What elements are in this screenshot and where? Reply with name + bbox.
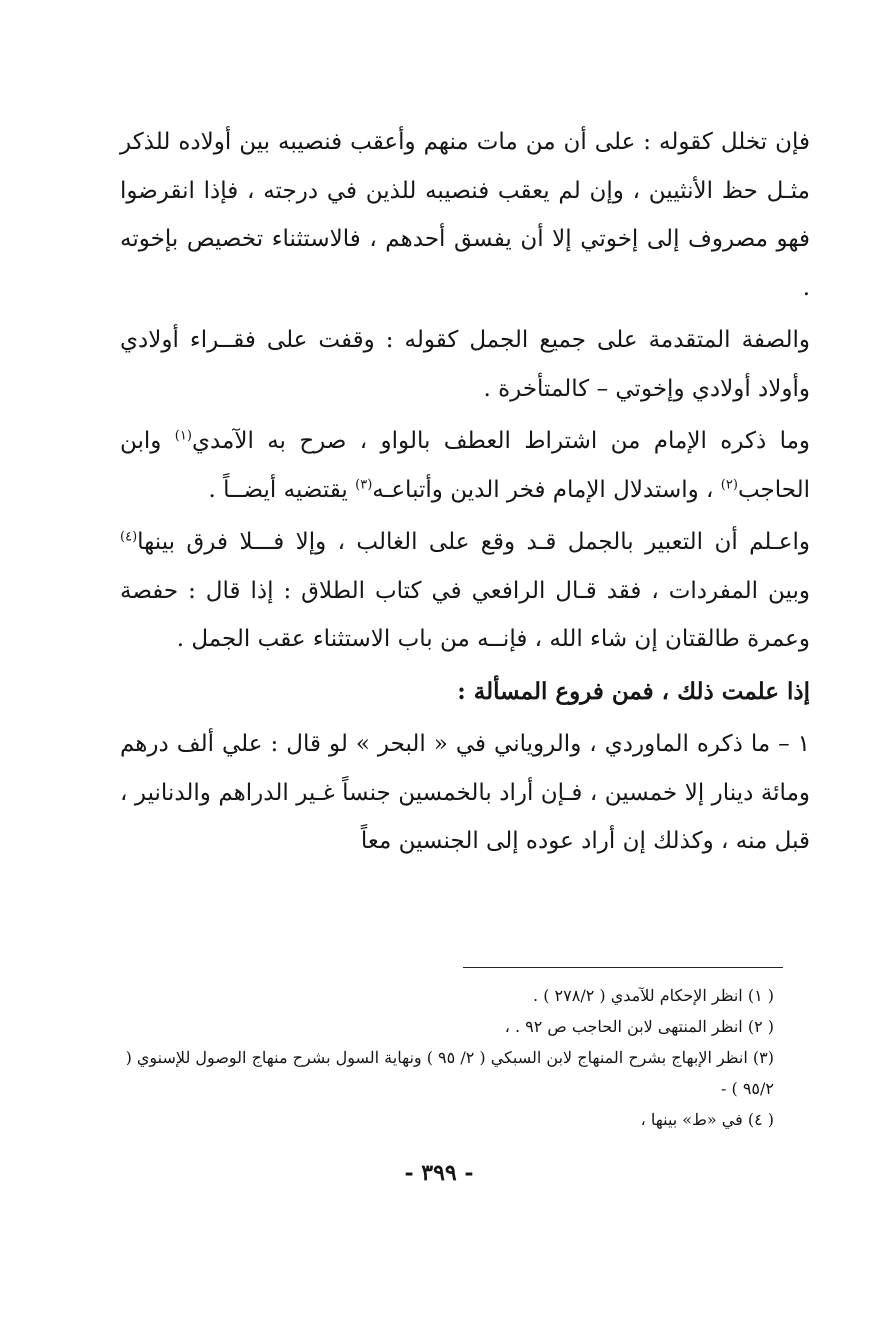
footnote-ref-1: (١)	[174, 428, 192, 444]
footnote-ref-4: (٤)	[120, 529, 138, 545]
paragraph-4-text-a: واعـلم أن التعبير بالجمل قـد وقع على الغالب ، وإلا فـــلا فرق بينها	[137, 529, 810, 555]
footnote-ref-2: (٢)	[720, 476, 738, 492]
paragraph-2: والصفة المتقدمة على جميع الجمل كقوله : وقفت على فقــراء أولادي وأولاد أولادي وإخوتي – كالمتأخرة .	[120, 327, 810, 402]
main-text	[120, 118, 810, 866]
footnote-divider	[463, 967, 783, 968]
subheading: إذا علمت ذلك ، فمن فروع المسألة :	[457, 677, 810, 705]
page-number: - ٣٩٩ -	[404, 1160, 474, 1186]
paragraph-3	[120, 417, 810, 514]
paragraph-3-text-b: وابن الحاجب	[120, 428, 810, 503]
paragraph-1: فإن تخلل كقوله : على أن من مات منهم وأعقب فنصيبه بين أولاده للذكر مثـل حظ الأنثيين ، وإن لم يعقب فنصيبه للذين في درجته ، فإذا انقرضوا فهو مصروف إلى إخوتي إلا أن يفسق أحدهم ، فالاستثناء تخصيص بإخوته .	[120, 129, 810, 301]
paragraph-5: ١ – ما ذكره الماوردي ، والروياني في « البحر » لو قال : علي ألف درهم ومائة دينار إلا خمسين ، فـإن أراد بالخمسين جنساً غـير الدراهم والدنانير ، قبل منه ، وكذلك إن أراد عوده إلى الجنسين معاً	[120, 731, 810, 854]
footnote-3: (٣) انظر الإبهاج بشرح المنهاج لابن السبكي ( ٢/ ٩٥ ) ونهاية السول بشرح منهاج الوصول للإسنوي ( ٩٥/٢ ) -	[125, 1048, 774, 1098]
footnotes	[118, 980, 788, 1135]
footnote-1: ( ١) انظر الإحكام للآمدي ( ٢٧٨/٢ ) .	[533, 986, 774, 1005]
paragraph-4	[120, 518, 810, 664]
footnote-ref-3: (٣)	[355, 476, 373, 492]
footnote-2: ( ٢) انظر المنتهى لابن الحاجب ص ٩٢ . ،	[504, 1017, 774, 1036]
paragraph-4-text-b: وبين المفردات ، فقد قـال الرافعي في كتاب الطلاق : إذا قال : حفصة وعمرة طالقتان إن شاء الله ، فإنــه من باب الاستثناء عقب الجمل .	[120, 577, 810, 652]
paragraph-3-text-d: يقتضيه أيضــاً .	[208, 476, 356, 503]
paragraph-3-text-a: وما ذكره الإمام من اشتراط العطف بالواو ، صرح به الآمدي	[191, 428, 811, 454]
footnote-4: ( ٤) في «ط» بينها ،	[640, 1110, 774, 1129]
paragraph-3-text-c: ، واستدلال الإمام فخر الدين وأتباعـه	[372, 476, 721, 503]
